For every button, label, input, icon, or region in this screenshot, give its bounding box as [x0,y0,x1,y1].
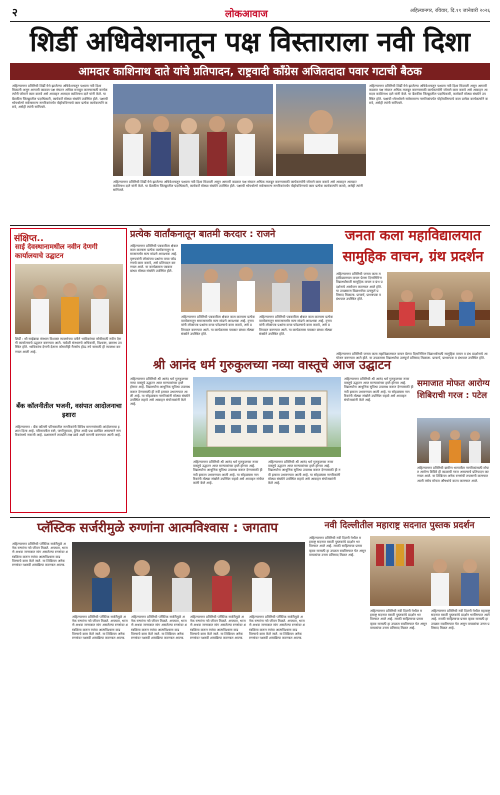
exhibition-image [387,272,490,338]
award-image [181,244,333,312]
lead-photo-right [276,84,366,176]
plastic-surgery-body-3: अहिल्यानगर प्रतिनिधी प्लॅस्टिक सर्जरीमुळे अनेक रुग्णांना नवे जीवन मिळते. अपघात, भाजणे अथवा जन्मजात व्यंग असलेल्या रुग्णांवर शस्त्रक्रिया करून त्यांचा आत्मविश्वास वाढविण्याचे काम केले जाते. या शिबिरात अनेक रुग्णांवर यशस्वी शस्त्रक्रिया करण्यात आल्या. [131,615,187,641]
book-exhibition-body-3: अहिल्यानगर प्रतिनिधी नवी दिल्ली येथील महाराष्ट्र सदनात मराठी पुस्तकांचे प्रदर्शन भरविण्यात आले आहे. मराठी साहित्याचा प्रसार व्हावा यासाठी हा उपक्रम राबविण्यात येत असून वाचकांचा उत्तम प्रतिसाद मिळत आहे. [431,609,490,630]
health-body: अहिल्यानगर प्रतिनिधी ग्रामीण भागातील नागरिकांसाठी मोफत आरोग्य शिबिरे ही काळाची गरज असल्याचे प्रतिपादन करण्यात आले. या शिबिरात अनेक रुग्णांची तपासणी करण्यात आली तसेच मोफत औषधांचे वाटप करण्यात आले. [417,466,489,483]
college-body-2: अहिल्यानगर प्रतिनिधी जनता कला महाविद्यालयात वाचन प्रेरणा दिनानिमित्त विद्यार्थ्यांसाठी सामुहिक वाचन व ग्रंथ प्रदर्शनाचे आयोजन करण्यात आले होते. या उपक्रमास विद्यार्थ्यांचा उत्स्फूर्त प्रतिसाद मिळाला. प्राचार्य, प्राध्यापक व ग्रंथपाल उपस्थित होते. [336,352,488,361]
building-image [193,377,341,457]
ceremony-image [15,264,123,334]
journalism-headline: प्रत्येक वार्तांकनातून बातमी करदार : राजने [130,229,276,240]
health-photo [417,418,490,463]
plastic-surgery-headline: प्लॅस्टिक सर्जरीमुळे रुग्णांना आत्मविश्वास : जगताप [37,521,278,536]
briefs-headline-2: बँक कॉलनीतील भजनी, वसंपात आदोलनाचा इशारा [16,402,122,419]
book-exhibition-headline: नवी दिल्लीतील महाराष्ट्र सदनात पुस्तक प्रदर्शन [324,521,475,531]
lead-body: अहिल्यानगर प्रतिनिधी शिर्डी येथे झालेल्या अधिवेशनातून पक्षाला नवी दिशा मिळाली असून आगामी काळात पक्ष संघटन अधिक मजबूत करण्यासाठी कार्यकर्त्यांनी जोमाने काम करावे असे आवाहन आमदार काशिनाथ दाते यांनी केले. या बैठकीस जिल्ह्यातील पदाधिकारी, कार्यकर्ते मोठ्या संख्येने उपस्थित होते. पक्षाची ध्येयधोरणे सर्वसामान्य नागरिकांपर्यंत पोहोचविण्याचे काम प्रत्येक कार्यकर्त्याने करावे, असेही त्यांनी सांगितले. [12,84,108,110]
briefs-photo [15,264,123,334]
college-body: अहिल्यानगर प्रतिनिधी जनता कला महाविद्यालयात वाचन प्रेरणा दिनानिमित्त विद्यार्थ्यांसाठी सामुहिक वाचन व ग्रंथ प्रदर्शनाचे आयोजन करण्यात आले होते. या उपक्रमास विद्यार्थ्यांचा उत्स्फूर्त प्रतिसाद मिळाला. प्राचार्य, प्राध्यापक व ग्रंथपाल उपस्थित होते. [336,272,383,302]
journalism-body-2: अहिल्यानगर प्रतिनिधी पत्रकारिता क्षेत्रात काम करताना प्रत्येक वार्तांकनातून समाजासमोर सत्य मांडणे आवश्यक आहे. वृत्तपत्रांनी लोकांच्या प्रश्नांना वाचा फोडण्याचे काम करावे, असे प्रतिपादन करण्यात आले. या कार्यक्रमास पत्रकार बांधव मोठ्या संख्येने उपस्थित होते. [181,315,255,336]
book-stall-image [370,536,490,606]
plastic-surgery-body-2: अहिल्यानगर प्रतिनिधी प्लॅस्टिक सर्जरीमुळे अनेक रुग्णांना नवे जीवन मिळते. अपघात, भाजणे अथवा जन्मजात व्यंग असलेल्या रुग्णांवर शस्त्रक्रिया करून त्यांचा आत्मविश्वास वाढविण्याचे काम केले जाते. या शिबिरात अनेक रुग्णांवर यशस्वी शस्त्रक्रिया करण्यात आल्या. [72,615,128,641]
page-number: २ [12,6,18,19]
journalism-body: अहिल्यानगर प्रतिनिधी पत्रकारिता क्षेत्रात काम करताना प्रत्येक वार्तांकनातून समाजासमोर सत्य मांडणे आवश्यक आहे. वृत्तपत्रांनी लोकांच्या प्रश्नांना वाचा फोडण्याचे काम करावे, असे प्रतिपादन करण्यात आले. या कार्यक्रमास पत्रकार बांधव मोठ्या संख्येने उपस्थित होते. [130,244,178,274]
health-headline: समाजात मोफत आरोग्य शिबिराची गरज : पटेल [417,379,490,401]
briefs-box [10,228,127,513]
plastic-surgery-body: अहिल्यानगर प्रतिनिधी प्लॅस्टिक सर्जरीमुळे अनेक रुग्णांना नवे जीवन मिळते. अपघात, भाजणे अथवा जन्मजात व्यंग असलेल्या रुग्णांवर शस्त्रक्रिया करून त्यांचा आत्मविश्वास वाढविण्याचे काम केले जाते. या शिबिरात अनेक रुग्णांवर यशस्वी शस्त्रक्रिया करण्यात आल्या. [12,542,68,568]
doctors-image [72,542,305,612]
gurukul-body-2: अहिल्यानगर प्रतिनिधी श्री आनंद धर्म गुरुकुलच्या नव्या वास्तूचे उद्घाटन आज मान्यवरांच्या हस्ते होणार आहे. विद्यार्थ्यांना आधुनिक सुविधा उपलब्ध करून देण्यासाठी ही नवी इमारत उभारण्यात आली आहे. या सोहळ्यास नागरिकांनी मोठ्या संख्येने उपस्थित राहावे असे आवाहन संयोजकांनी केले आहे. [193,460,265,486]
plastic-surgery-photo [72,542,305,612]
health-camp-image [417,418,490,463]
briefs-body: शिर्डी : श्री साईबाबा संस्थान विश्वस्त व्यवस्थेच्या वतीने भाविकांच्या सोयीसाठी नवीन देणगी कार्यालयाचे उद्घाटन करण्यात आले. यावेळी संस्थानचे अधिकारी, विश्वस्त, ग्रामस्थ उपस्थित होते. भाविकांना देणगी देताना कोणतीही गैरसोय होऊ नये यासाठी ही व्यवस्था करण्यात आली आहे. [15,337,122,354]
briefs-body-2: अहिल्यानगर : बँक कॉलनी परिसरातील नागरिकांनी विविध मागण्यांसाठी आंदोलनाचा इशारा दिला आहे. परिसरातील रस्ते, पाणीपुरवठा, ड्रेनेज आदी प्रश्न प्रलंबित असल्याने नागरिकांमध्ये नाराजी आहे. प्रशासनाने तातडीने लक्ष द्यावे अशी मागणी करण्यात आली आहे. [15,425,121,438]
gurukul-photo [193,377,341,457]
college-headline: जनता कला महाविद्यालयात सामुहिक वाचन, ग्रंथ प्रदर्शन [342,228,484,265]
book-exhibition-body: अहिल्यानगर प्रतिनिधी नवी दिल्ली येथील महाराष्ट्र सदनात मराठी पुस्तकांचे प्रदर्शन भरविण्यात आले आहे. मराठी साहित्याचा प्रसार व्हावा यासाठी हा उपक्रम राबविण्यात येत असून वाचकांचा उत्तम प्रतिसाद मिळत आहे. [309,536,366,557]
gurukul-body-4: अहिल्यानगर प्रतिनिधी श्री आनंद धर्म गुरुकुलच्या नव्या वास्तूचे उद्घाटन आज मान्यवरांच्या हस्ते होणार आहे. विद्यार्थ्यांना आधुनिक सुविधा उपलब्ध करून देण्यासाठी ही नवी इमारत उभारण्यात आली आहे. या सोहळ्यास नागरिकांनी मोठ्या संख्येने उपस्थित राहावे असे आवाहन संयोजकांनी केले आहे. [344,377,414,403]
lead-headline: शिर्डी अधिवेशनातून पक्ष विस्ताराला नवी दिशा [29,27,471,58]
speaker-image [276,84,366,176]
briefs-headline: साई देवस्थानामधील नवीन देणगी कार्यालयाचे उद्घाटन [15,243,98,260]
book-exhibition-photo [370,536,490,606]
gurukul-body-3: अहिल्यानगर प्रतिनिधी श्री आनंद धर्म गुरुकुलच्या नव्या वास्तूचे उद्घाटन आज मान्यवरांच्या हस्ते होणार आहे. विद्यार्थ्यांना आधुनिक सुविधा उपलब्ध करून देण्यासाठी ही नवी इमारत उभारण्यात आली आहे. या सोहळ्यास नागरिकांनी मोठ्या संख्येने उपस्थित राहावे असे आवाहन संयोजकांनी केले आहे. [268,460,341,486]
divider-bottom [10,517,490,518]
journalism-body-3: अहिल्यानगर प्रतिनिधी पत्रकारिता क्षेत्रात काम करताना प्रत्येक वार्तांकनातून समाजासमोर सत्य मांडणे आवश्यक आहे. वृत्तपत्रांनी लोकांच्या प्रश्नांना वाचा फोडण्याचे काम करावे, असे प्रतिपादन करण्यात आले. या कार्यक्रमास पत्रकार बांधव मोठ्या संख्येने उपस्थित होते. [259,315,333,336]
gurukul-headline: श्री आनंद धर्म गुरुकुलच्या नव्या वास्तूचे आज उद्घाटन [153,357,391,372]
college-photo [387,272,490,338]
lead-body-3: अहिल्यानगर प्रतिनिधी शिर्डी येथे झालेल्या अधिवेशनातून पक्षाला नवी दिशा मिळाली असून आगामी काळात पक्ष संघटन अधिक मजबूत करण्यासाठी कार्यकर्त्यांनी जोमाने काम करावे असे आवाहन आमदार काशिनाथ दाते यांनी केले. या बैठकीस जिल्ह्यातील पदाधिकारी, कार्यकर्ते मोठ्या संख्येने उपस्थित होते. पक्षाची ध्येयधोरणे सर्वसामान्य नागरिकांपर्यंत पोहोचविण्याचे काम प्रत्येक कार्यकर्त्याने करावे, असेही त्यांनी सांगितले. [369,84,488,105]
lead-photo-left [113,84,273,176]
journalism-photo [181,244,333,312]
book-exhibition-body-2: अहिल्यानगर प्रतिनिधी नवी दिल्ली येथील महाराष्ट्र सदनात मराठी पुस्तकांचे प्रदर्शन भरविण्यात आले आहे. मराठी साहित्याचा प्रसार व्हावा यासाठी हा उपक्रम राबविण्यात येत असून वाचकांचा उत्तम प्रतिसाद मिळत आहे. [370,609,427,630]
lead-body-2: अहिल्यानगर प्रतिनिधी शिर्डी येथे झालेल्या अधिवेशनातून पक्षाला नवी दिशा मिळाली असून आगामी काळात पक्ष संघटन अधिक मजबूत करण्यासाठी कार्यकर्त्यांनी जोमाने काम करावे असे आवाहन आमदार काशिनाथ दाते यांनी केले. या बैठकीस जिल्ह्यातील पदाधिकारी, कार्यकर्ते मोठ्या संख्येने उपस्थित होते. पक्षाची ध्येयधोरणे सर्वसामान्य नागरिकांपर्यंत पोहोचविण्याचे काम प्रत्येक कार्यकर्त्याने करावे, असेही त्यांनी सांगितले. [113,180,363,193]
plastic-surgery-body-5: अहिल्यानगर प्रतिनिधी प्लॅस्टिक सर्जरीमुळे अनेक रुग्णांना नवे जीवन मिळते. अपघात, भाजणे अथवा जन्मजात व्यंग असलेल्या रुग्णांवर शस्त्रक्रिया करून त्यांचा आत्मविश्वास वाढविण्याचे काम केले जाते. या शिबिरात अनेक रुग्णांवर यशस्वी शस्त्रक्रिया करण्यात आल्या. [249,615,305,641]
masthead [10,5,490,21]
briefs-kicker: संक्षिप्त.. [14,234,44,244]
dateline: अहिल्यानगर, रविवार, दि.११ जानेवारी २०२६ [410,8,490,14]
lead-subhead: आमदार काशिनाथ दाते यांचे प्रतिपादन, राष्ट्रवादी काँग्रेस अजितदादा पवार गटाची बैठक [10,63,490,80]
gurukul-body: अहिल्यानगर प्रतिनिधी श्री आनंद धर्म गुरुकुलच्या नव्या वास्तूचे उद्घाटन आज मान्यवरांच्या हस्ते होणार आहे. विद्यार्थ्यांना आधुनिक सुविधा उपलब्ध करून देण्यासाठी ही नवी इमारत उभारण्यात आली आहे. या सोहळ्यास नागरिकांनी मोठ्या संख्येने उपस्थित राहावे असे आवाहन संयोजकांनी केले आहे. [130,377,190,407]
paper-name: लोकआवाज [225,9,268,20]
people-image [113,84,273,176]
plastic-surgery-body-4: अहिल्यानगर प्रतिनिधी प्लॅस्टिक सर्जरीमुळे अनेक रुग्णांना नवे जीवन मिळते. अपघात, भाजणे अथवा जन्मजात व्यंग असलेल्या रुग्णांवर शस्त्रक्रिया करून त्यांचा आत्मविश्वास वाढविण्याचे काम केले जाते. या शिबिरात अनेक रुग्णांवर यशस्वी शस्त्रक्रिया करण्यात आल्या. [190,615,246,641]
masthead-rule [10,21,490,22]
